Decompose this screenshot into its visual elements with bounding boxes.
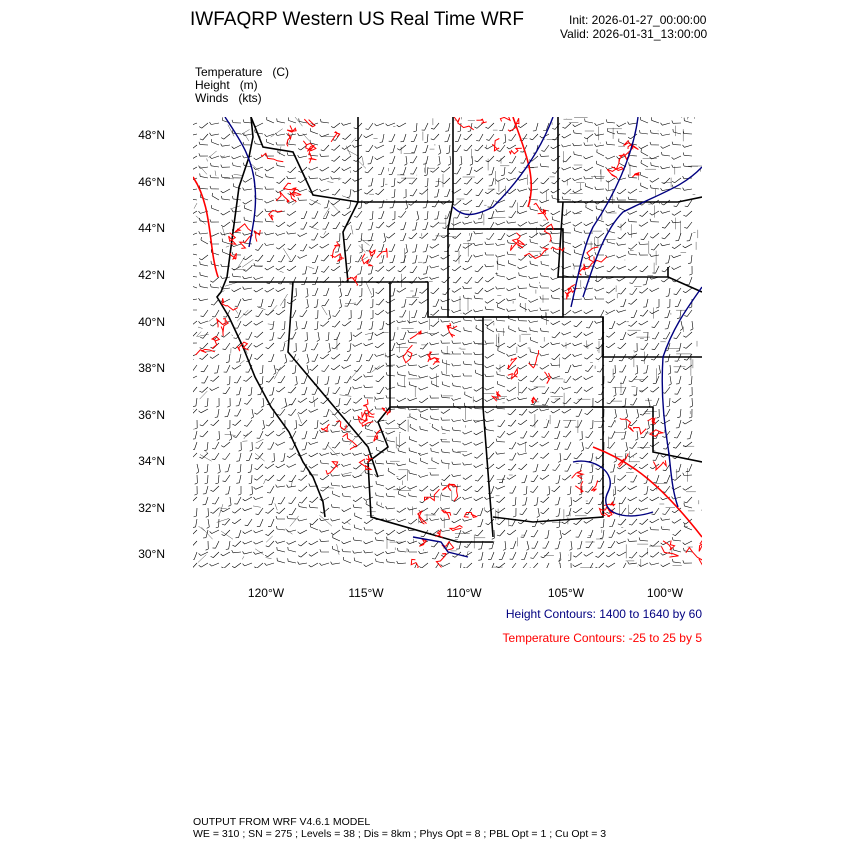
temperature-contour-segment: [196, 349, 215, 355]
temperature-contour-segment: [442, 511, 451, 519]
temperature-contour-segment: [634, 428, 646, 435]
temperature-contour-segment: [508, 369, 518, 379]
county-line-set: [193, 117, 702, 568]
field-label-winds: Winds (kts): [195, 91, 262, 105]
lon-label-105w: 105°W: [547, 586, 585, 600]
lat-label-34n: 34°N: [138, 454, 165, 468]
temperature-contour-segment: [418, 511, 427, 524]
temperature-contour-segment: [500, 117, 513, 121]
temperature-contour-segment: [653, 460, 666, 470]
lon-label-100w: 100°W: [646, 586, 684, 600]
temperature-contour-segment: [419, 539, 426, 546]
temperature-contour-segment: [261, 153, 283, 161]
temperature-contour-segment: [572, 471, 583, 479]
lat-label-46n: 46°N: [138, 175, 165, 189]
temperature-contour-segment: [661, 547, 678, 558]
temperature-contour-segment: [450, 526, 462, 531]
temperature-contour-segment: [269, 210, 283, 220]
temperature-contour-segment: [699, 540, 702, 552]
temperature-contour-segment: [221, 321, 228, 337]
field-label-height: Height (m): [195, 78, 258, 92]
temperature-contour-line: [593, 447, 702, 537]
county-lines: [193, 117, 702, 568]
temperature-contour-segment: [321, 424, 329, 431]
temperature-contour-segment: [492, 139, 499, 151]
lon-label-120w: 120°W: [247, 586, 285, 600]
temperature-contour-segment: [254, 230, 260, 242]
temperature-contour-segment: [565, 291, 571, 300]
temperature-contour-segment: [611, 167, 624, 171]
lon-label-115w: 115°W: [348, 586, 384, 600]
temperature-contour-segment: [591, 480, 597, 491]
init-time: Init: 2026-01-27_00:00:00: [569, 13, 707, 27]
lat-label-32n: 32°N: [138, 501, 165, 515]
lat-label-42n: 42°N: [138, 268, 165, 282]
temperature-contour-segment: [326, 462, 338, 475]
temperature-contour-segment: [403, 345, 412, 363]
temperature-contour-segment: [509, 148, 522, 154]
temperature-contour-segment: [287, 126, 296, 133]
lon-label-110w: 110°W: [446, 586, 482, 600]
temperature-contour-segment: [231, 253, 237, 259]
field-label-temperature: Temperature (C): [195, 65, 290, 79]
temperature-contour-segment: [448, 323, 457, 329]
temperature-contour-legend: Temperature Contours: -25 to 25 by 5: [502, 631, 702, 645]
temperature-contour-segment: [508, 358, 517, 369]
lat-label-48n: 48°N: [138, 128, 165, 142]
footer-model: OUTPUT FROM WRF V4.6.1 MODEL: [193, 816, 371, 828]
lat-label-36n: 36°N: [138, 408, 165, 422]
lat-label-38n: 38°N: [138, 361, 165, 375]
temperature-contour-segment: [607, 164, 619, 178]
temperature-contour-segment: [524, 248, 548, 259]
temperature-contour-segment: [362, 411, 374, 418]
state-boundaries: [217, 117, 702, 542]
temperature-contour-segment: [545, 372, 551, 384]
footer-config: WE = 310 ; SN = 275 ; Levels = 38 ; Dis = 8km ; Phys Opt = 8 ; PBL Opt = 1 ; Cu Opt = 3: [193, 828, 607, 840]
temperature-contour-segment: [454, 117, 474, 130]
temperature-contour-line: [513, 117, 531, 207]
valid-time: Valid: 2026-01-31_13:00:00: [560, 27, 708, 41]
lat-label-30n: 30°N: [138, 547, 165, 561]
temperature-contours: [193, 117, 702, 568]
lat-label-44n: 44°N: [138, 221, 165, 235]
lat-label-40n: 40°N: [138, 315, 165, 329]
temperature-contour-line: [193, 177, 218, 277]
height-contours: [225, 117, 702, 557]
temperature-contour-segment: [532, 397, 537, 403]
temperature-contour-segment: [534, 203, 548, 220]
temperature-contour-segment: [650, 430, 664, 437]
temperature-contour-segment: [476, 119, 486, 123]
height-contour-legend: Height Contours: 1400 to 1640 by 60: [505, 607, 702, 621]
plot-title: IWFAQRP Western US Real Time WRF: [190, 9, 524, 30]
temperature-contour-segment: [235, 224, 252, 232]
temperature-contour-segment: [464, 513, 476, 518]
map-panel: [193, 117, 702, 568]
temperature-contour-segment: [425, 489, 440, 500]
map-canvas: [193, 117, 702, 568]
temperature-contour-segment: [369, 250, 375, 256]
